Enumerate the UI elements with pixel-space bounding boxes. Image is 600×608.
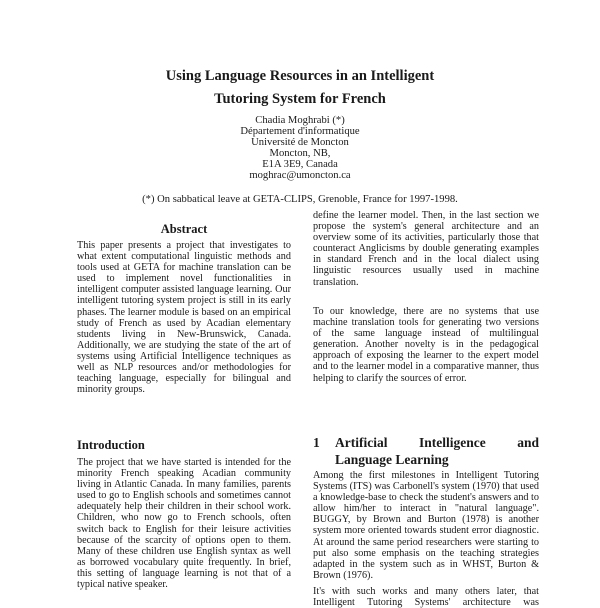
affiliation-university: Université de Moncton	[251, 137, 349, 148]
author-email: moghrac@umoncton.ca	[249, 170, 351, 181]
abstract-text: This paper presents a project that investigates to what extent computational linguistic methods and tools used at GETA for machine translation can be used to implement novel functionalities in intelligent computer assisted language learning. Our intelligent tutoring system project is still in its early phases. The learner module is based on an empirical study of French as used by Acadian elementary students living in New-Brunswick, Canada. Additionally, we are studying the state of the art of systems using Artificial Intelligence techniques as well as NLP resources and/or methodologies for teaching language, especially for bilingual and minority groups.	[77, 240, 291, 396]
right-para-4: It's with such works and many others later, that Intelligent Tutoring Systems' architecture was	[313, 586, 539, 608]
section-1-number: 1	[313, 435, 320, 450]
introduction-heading: Introduction	[77, 438, 145, 452]
affiliation-city: Moncton, NB,	[269, 148, 331, 159]
section-1-heading	[313, 434, 539, 468]
section-1-title-line-2: Language Learning	[335, 452, 449, 467]
affiliation-postal: E1A 3E9, Canada	[262, 159, 338, 170]
right-para-3: Among the first milestones in Intelligent Tutoring Systems (ITS) was Carbonell's system (1970) that used a knowledge-base to check the student's answers and to allow him/her to interact in "natural language". BUGGY, by Brown and Burton (1978) is another system more oriented towards student error diagnostic. At around the same period researchers were starting to put also some emphasis on the teaching strategies adapted in the system such as in WHST, Burton & Brown (1976).	[313, 470, 539, 581]
sabbatical-footnote: (*) On sabbatical leave at GETA-CLIPS, Grenoble, France for 1997-1998.	[142, 194, 458, 205]
right-para-2: To our knowledge, there are no systems that use machine translation tools for generating two versions of the same language instead of multilingual generation. Another novelty is in the pedagogical approach of exposing the learner to the expert model and to the learner model in a comparative manner, thus helping to clarify the sources of error.	[313, 306, 539, 384]
author-name: Chadia Moghrabi (*)	[255, 115, 345, 126]
introduction-text: The project that we have started is intended for the minority French speaking Acadian community living in Atlantic Canada. In many families, parents used to go to English schools and sometimes cannot adequately help their children in their school work. Children, who now go to French schools, often switch back to English for their leisure activities because of the scarcity of options open to them. Many of these children use English syntax as well as borrowed vocabulary quite frequently. In brief, this setting of language learning is not that of a typical native speaker.	[77, 457, 291, 591]
affiliation-department: Département d'informatique	[240, 126, 360, 137]
paper-title-line-2: Tutoring System for French	[214, 91, 386, 107]
abstract-heading: Abstract	[160, 222, 208, 236]
right-para-1: define the learner model. Then, in the last section we propose the system's general architecture and an overview some of its activities, particularly those that counteract Anglicisms by double generating examples in standard French and in the local dialect using linguistic resources usually used in machine translation.	[313, 210, 539, 288]
paper-title-line-1: Using Language Resources in an Intelligent	[165, 68, 435, 84]
section-1-title-line-1: Artificial Intelligence and	[335, 435, 539, 450]
